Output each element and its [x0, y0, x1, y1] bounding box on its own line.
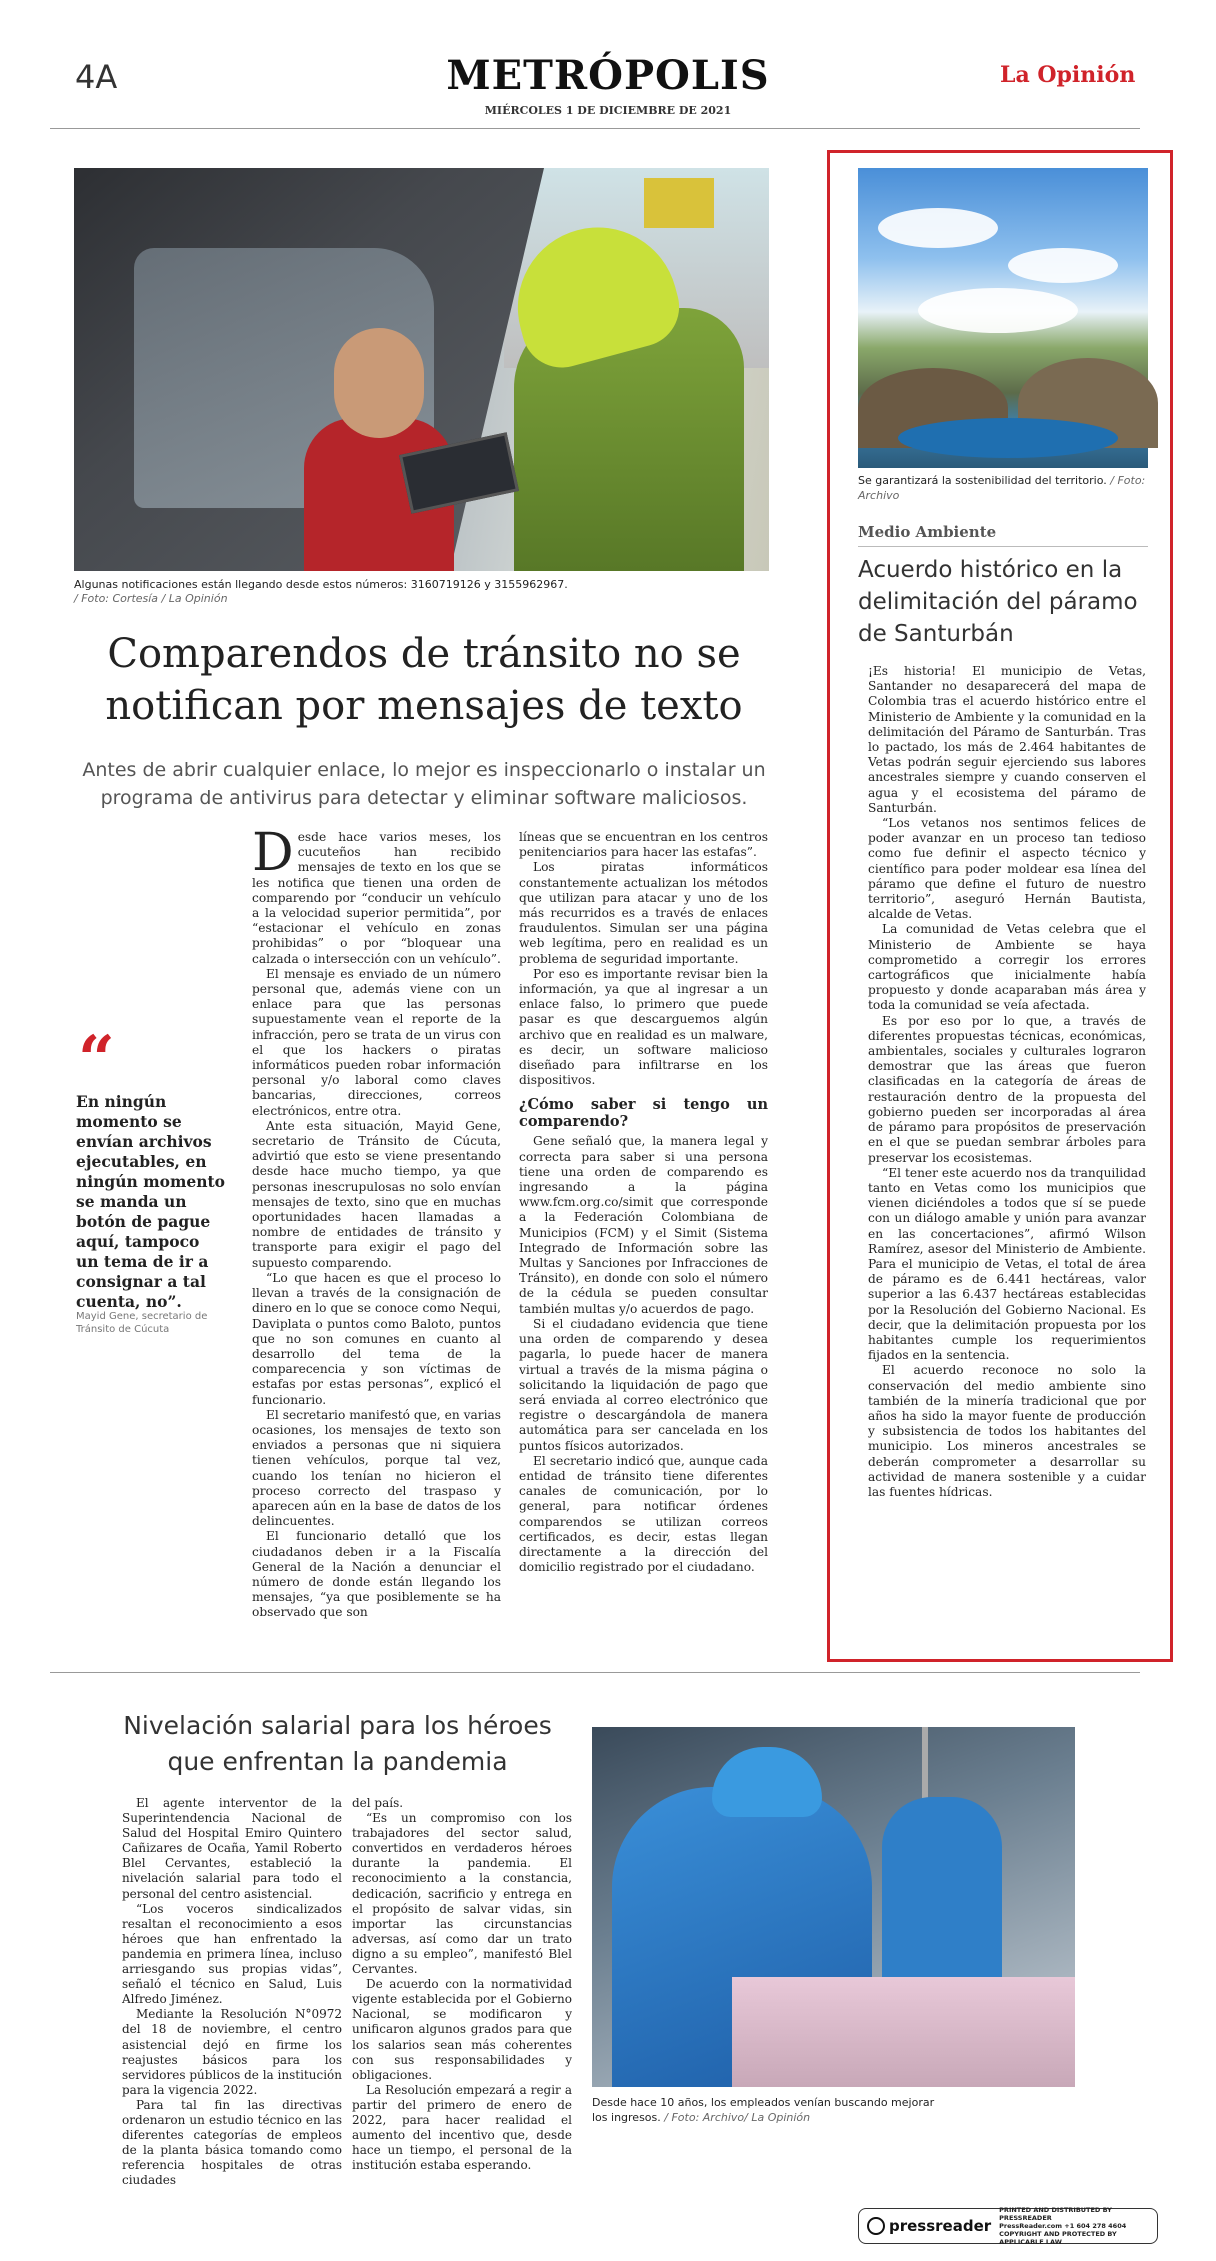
article-paragraph: Para tal fin las directivas ordenaron un estudio técnico en las diferentes categorías de empleos de la planta básica tomando como referencia hospitales de otras ciudades [122, 2097, 342, 2188]
article-paragraph: El secretario indicó que, aunque cada entidad de tránsito tiene diferentes canales de comunicación, por lo general, para notificar órdenes comparendos se utilizan correos certificados, es decir, estas llegan directamente a la dirección del domicilio registrado por el ciudadano. [519, 1453, 768, 1575]
section-title: METRÓPOLIS [446, 52, 770, 99]
article-paragraph: Los piratas informáticos constantemente actualizan los métodos que utilizan para atacar y uno de los más recurridos es a través de enlaces fraudulentos. Simulan ser una página web legítima, pero en realidad es un problema de seguridad importante. [519, 860, 768, 966]
sidebar-paragraph: “Los vetanos nos sentimos felices de poder avanzar en un proceso tan tedioso como fue definir el aspecto técnico y científico para poder moldear esa línea del páramo que define el futuro de nuestro territorio”, aseguró Hernán Bautista, alcalde de Vetas. [868, 816, 1146, 922]
article-paragraph: El funcionario detalló que los ciudadanos deben ir a la Fiscalía General de la Nación a denunciar el número de donde están llegando los mensajes, “ya que posiblemente se ha observado que son [252, 1529, 501, 1620]
article-paragraph: El secretario manifestó que, en varias ocasiones, los mensajes de texto son enviados a personas que ni siquiera tienen vehículos, porque tal vez, cuando los tenían no hicieron el proceso correcto del traspaso y aparecen aún en la base de datos de los delincuentes. [252, 1407, 501, 1529]
article-paragraph: Si el ciudadano evidencia que tiene una orden de comparendo y desea pagarla, lo puede hacer de manera virtual a través de la misma página o solicitando la liquidación de pago que será enviada al correo electrónico que registre o descargándola de manera automática para ser cancelada en los puntos físicos autorizados. [519, 1316, 768, 1453]
bottom-article-column-2 [352, 1796, 572, 2186]
pressreader-logo-icon [867, 2217, 885, 2235]
bottom-photo-credit: / Foto: Archivo/ La Opinión [664, 2111, 811, 2124]
main-article-column-1 [252, 823, 501, 1620]
article-paragraph: del país. [352, 1796, 404, 1810]
paramo-landscape-photo [858, 168, 1148, 468]
sidebar-photo-credit: / Foto: Archivo [858, 474, 1146, 502]
sidebar-kicker: Medio Ambiente [858, 523, 997, 541]
article-paragraph: El agente interventor de la Superintendencia Nacional de Salud del Hospital Emiro Quintero Cañizares de Ocaña, Yamil Roberto Blel Cervantes, estableció la nivelación salarial para todo el personal del centro asistencial. [122, 1796, 342, 1901]
bottom-article-title: Nivelación salarial para los héroes que enfrentan la pandemia [123, 1711, 552, 1776]
pressreader-logo [867, 2217, 991, 2235]
sidebar-paragraph: Es por eso por lo que, a través de diferentes propuestas técnicas, económicas, ambientales, sociales y culturales lograron demostrar que las áreas que fueron clasificadas en la categoría de áreas de restauración dentro de la propuesta del gobierno pueden ser incorporadas al área de páramo para propósitos de preservación en el que se puedan sembrar árboles para preservar los ecosistemas. [868, 1013, 1146, 1165]
pressreader-logo-text: pressreader [889, 2217, 992, 2235]
main-headline: Comparendos de tránsito no se notifican por mensajes de texto [105, 631, 743, 729]
issue-date: MIÉRCOLES 1 DE DICIEMBRE DE 2021 [484, 104, 732, 117]
article-subhead: ¿Cómo saber si tengo un comparendo? [519, 1096, 768, 1131]
bottom-article-column-1 [122, 1796, 342, 2186]
sidebar-paragraph: El acuerdo reconoce no solo la conservación del medio ambiente sino también de la minería tradicional que por años ha sido la mayor fuente de producción y subsistencia de todos los habitantes del municipio. Los mineros ancestrales se deberán comprometer a desarrollar su actividad de manera sostenible y a cuidar las fuentes hídricas. [868, 1363, 1146, 1499]
article-paragraph: “Es un compromiso con los trabajadores del sector salud, convertidos en verdaderos héroes durante la pandemia. El reconocimiento a la constancia, dedicación, sacrificio y entrega en el propósito de salvar vidas, sin importar las circunstancias adversas, así como dar un trato digno a su empleo”, manifestó Blel Cervantes. [352, 1811, 572, 1977]
article-paragraph: El mensaje es enviado de un número personal que, además viene con un enlace para que las personas supuestamente vean el reporte de la infracción, pero se trata de un virus con el que los hackers o piratas informáticos pueden robar información personal y/o laboral como claves bancarias, direcciones, correos electrónicos, entre otra. [252, 966, 501, 1118]
article-paragraph: La Resolución empezará a regir a partir del primero de enero de 2022, para hacer realidad el aumento del incentivo que, desde hace un tiempo, el personal de la institución estaba esperando. [352, 2082, 572, 2173]
article-paragraph: Por eso es importante revisar bien la información, ya que al ingresar a un enlace falso, lo primero que puede pasar es que descarguemos algún archivo que en realidad es un malware, es decir, un software malicioso diseñado para infiltrarse en los dispositivos. [519, 966, 768, 1088]
article-paragraph: líneas que se encuentran en los centros penitenciarios para hacer las estafas”. [519, 830, 768, 860]
pressreader-line-1: PRINTED AND DISTRIBUTED BY PRESSREADER [999, 2206, 1112, 2222]
bottom-photo-caption-text: Desde hace 10 años, los empleados venían buscando mejorar los ingresos. [592, 2096, 935, 2124]
sidebar-photo-caption-text: Se garantizará la sostenibilidad del territorio. [858, 474, 1107, 487]
bottom-photo-caption [592, 2095, 952, 2125]
hospital-staff-photo [592, 1727, 1075, 2087]
pull-quote-attribution: Mayid Gene, secretario de Tránsito de Cúcuta [76, 1311, 208, 1335]
article-paragraph: Mediante la Resolución N°0972 del 18 de noviembre, el centro asistencial dejó en firme los reajustes básicos para los servidores públicos de la institución para la vigencia 2022. [122, 2007, 342, 2097]
sidebar-photo-caption [858, 473, 1148, 503]
article-paragraph: Ante esta situación, Mayid Gene, secretario de Tránsito de Cúcuta, advirtió que esto se viene presentando desde hace mucho tiempo, ya que personas inescrupulosas no solo envían mensajes de texto, sino que en muchas oportunidades hacen llamadas a nombre de entidades de tránsito y transporte para exigir el pago del supuesto comparendo. [252, 1118, 501, 1270]
main-article-column-2 [519, 830, 768, 1605]
main-photo-caption-text: Algunas notificaciones están llegando desde estos números: 3160719126 y 3155962967. [74, 578, 568, 591]
article-paragraph: “Lo que hacen es que el proceso lo llevan a través de la consignación de dinero en lo que se conoce como Nequi, Daviplata o puntos como Baloto, puntos que no son comunes en cuanto al desarrollo del tema de la comparecencia y son víctimas de estafas por estas personas”, explicó el funcionario. [252, 1270, 501, 1407]
article-paragraph: De acuerdo con la normatividad vigente establecida por el Gobierno Nacional, se modificaron y unificaron algunos grados para que los salarios sean más coherentes con sus responsabilidades y obligaciones. [352, 1977, 572, 2082]
pressreader-notice [999, 2206, 1149, 2246]
sidebar-body [868, 664, 1146, 1614]
pressreader-line-3: COPYRIGHT AND PROTECTED BY APPLICABLE LAW [999, 2230, 1117, 2246]
traffic-officer-photo [74, 168, 769, 571]
newspaper-brand: La Opinión [1000, 62, 1136, 88]
quote-mark-icon: “ [78, 1022, 115, 1097]
sidebar-title: Acuerdo histórico en la delimitación del páramo de Santurbán [858, 557, 1138, 647]
header-divider [50, 128, 1140, 129]
pressreader-line-2: PressReader.com +1 604 278 4604 [999, 2222, 1127, 2230]
sidebar-divider [858, 546, 1148, 547]
pressreader-badge[interactable] [858, 2208, 1158, 2244]
article-paragraph: “Los voceros sindicalizados resaltan el reconocimiento a esos héroes que han enfrentado la pandemia en primera línea, incluso arriesgando sus propias vidas”, señaló el técnico en Salud, Luis Alfredo Jiménez. [122, 1901, 342, 2007]
sidebar-paragraph: ¡Es historia! El municipio de Vetas, Santander no desaparecerá del mapa de Colombia tras el acuerdo histórico entre el Ministerio de Ambiente y la comunidad en la delimitación del Páramo de Santurbán. Tras lo pactado, los más de 2.464 habitantes de Vetas podrán seguir ejerciendo sus labores ancestrales siempre y cuando conserven el agua y el ecosistema del páramo de Santurbán. [868, 664, 1146, 815]
sidebar-paragraph: La comunidad de Vetas celebra que el Ministerio de Ambiente se haya comprometido a corregir los errores cartográficos que inicialmente había propuesto y donde acaparaban más área y toda la comunidad se veía afectada. [868, 922, 1146, 1013]
article-paragraph: Gene señaló que, la manera legal y correcta para saber si una persona tiene una orden de comparendo es ingresando a la página www.fcm.org.co/simit que corresponde a la Federación Colombiana de Municipios (FCM) y el Simit (Sistema Integrado de Información sobre las Multas y Sanciones por Infracciones de Tránsito), en donde con solo el número de la cédula se pueden consultar también multas y/o acuerdos de pago. [519, 1134, 768, 1316]
main-photo-caption [74, 578, 774, 606]
sidebar-paragraph: “El tener este acuerdo nos da tranquilidad tanto en Vetas como los municipios que vienen diciéndoles a todos que sí se puede con un diálogo amable y unión para avanzar en las concertaciones”, afirmó Wilson Ramírez, asesor del Ministerio de Ambiente. Para el municipio de Vetas, el total de área de páramo es de 6.441 hectáreas, valor superior a las 6.437 hectáreas establecidas por la Resolución del Gobierno Nacional. Es decir, que la delimitación propuesta por los habitantes cumple los requerimientos fijados en la sentencia. [868, 1165, 1146, 1363]
page-number: 4A [75, 58, 118, 96]
article-paragraph: Desde hace varios meses, los cucuteños han recibido mensajes de texto en los que se les notifica que tienen una orden de comparendo por “conducir un vehículo a la velocidad superior permitida”, por “estacionar el vehículo en zonas prohibidas” o por “bloquear una calzada o intersección con un vehículo”. [252, 823, 501, 966]
main-deck: Antes de abrir cualquier enlace, lo mejor es inspeccionarlo o instalar un programa de antivirus para detectar y eliminar software maliciosos. [82, 759, 766, 809]
section-divider [50, 1672, 1140, 1673]
pull-quote: En ningún momento se envían archivos ejecutables, en ningún momento se manda un botón de pague aquí, tampoco un tema de ir a consignar a tal cuenta, no”. [76, 1092, 225, 1311]
dropcap: D [252, 823, 294, 883]
main-photo-credit: / Foto: Cortesía / La Opinión [74, 592, 228, 605]
